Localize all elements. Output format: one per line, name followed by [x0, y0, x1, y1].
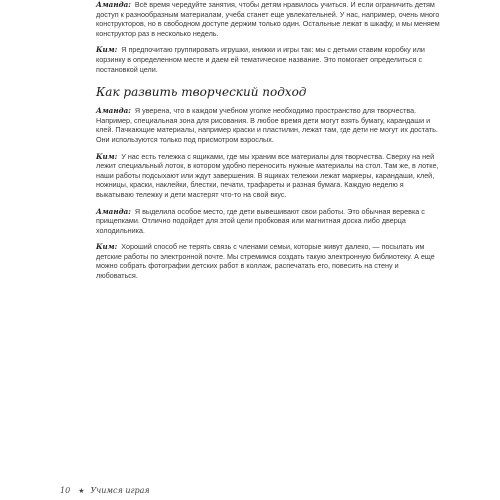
- dialogue-paragraph: [96, 0, 440, 38]
- paragraph-text: Я предпочитаю группировать игрушки, книжки и игры так: мы с детьми ставим коробку или корзинку в определенном месте и даем ей тематическое название. Это помогает определиться с постановкой цели.: [96, 45, 425, 74]
- dialogue-paragraph: [96, 106, 440, 144]
- paragraph-text: У нас есть тележка с ящиками, где мы храним все материалы для творчества. Сверху на ней лежит специальный лоток, в котором удобно переносить нужные материалы на стол. Там же, в лотке, наши работы подсыхают или ждут завершения. В ящиках тележки лежат маркеры, карандаши, клей, ножницы, краски, наклейки, блестки, печати, трафареты и разная бумага. Каждую неделю я выкатываю тележку и дети мастерят что-то на свой вкус.: [96, 151, 439, 199]
- speaker-name: Ким:: [96, 45, 118, 55]
- page-number: 10: [60, 486, 71, 495]
- dialogue-paragraph: [96, 152, 440, 200]
- page-body: [96, 0, 440, 288]
- paragraph-text: Всё время чередуйте занятия, чтобы детям нравилось учиться. И если ограничить детям доступ к разнообразным материалам, учеба станет еще увлекательней. У нас, например, очень много конструкторов, но в свободном доступе держим только один. Остальные лежат в шкафу, и мы меняем конструктор раз в несколько недель.: [96, 0, 440, 38]
- speaker-name: Аманда:: [96, 0, 131, 9]
- dialogue-paragraph: [96, 242, 440, 280]
- speaker-name: Аманда:: [96, 206, 131, 216]
- speaker-name: Ким:: [96, 242, 118, 252]
- paragraph-text: Я выделила особое место, где дети вывешивают свои работы. Это обычная веревка с прищепками. Отлично подойдет для этой цели пробковая или магнитная доска либо дверца холодильника.: [96, 206, 425, 235]
- dialogue-paragraph: [96, 45, 440, 74]
- book-title: Учимся играя: [90, 486, 150, 495]
- speaker-name: Аманда:: [96, 106, 131, 116]
- star-icon: ★: [78, 487, 85, 495]
- paragraph-text: Хороший способ не терять связь с членами семьи, которые живут далеко, — посылать им детские работы по электронной почте. Мы стремимся создать такую электронную библиотеку. А еще можно собрать фотографии детских работ в коллаж, распечатать его, повесить на стену и любоваться.: [96, 242, 435, 281]
- dialogue-paragraph: [96, 207, 440, 236]
- paragraph-text: Я уверена, что в каждом учебном уголке необходимо пространство для творчества. Например, специальная зона для рисования. В любое время дети могут взять бумагу, карандаши и клей. Пачкающие материалы, например краски и пластилин, лежат там, где дети не могут их достать. Они используются только под присмотром взрослых.: [96, 106, 438, 144]
- speaker-name: Ким:: [96, 151, 118, 161]
- section-heading: Как развить творческий подход: [96, 85, 307, 100]
- page-footer: [60, 486, 150, 495]
